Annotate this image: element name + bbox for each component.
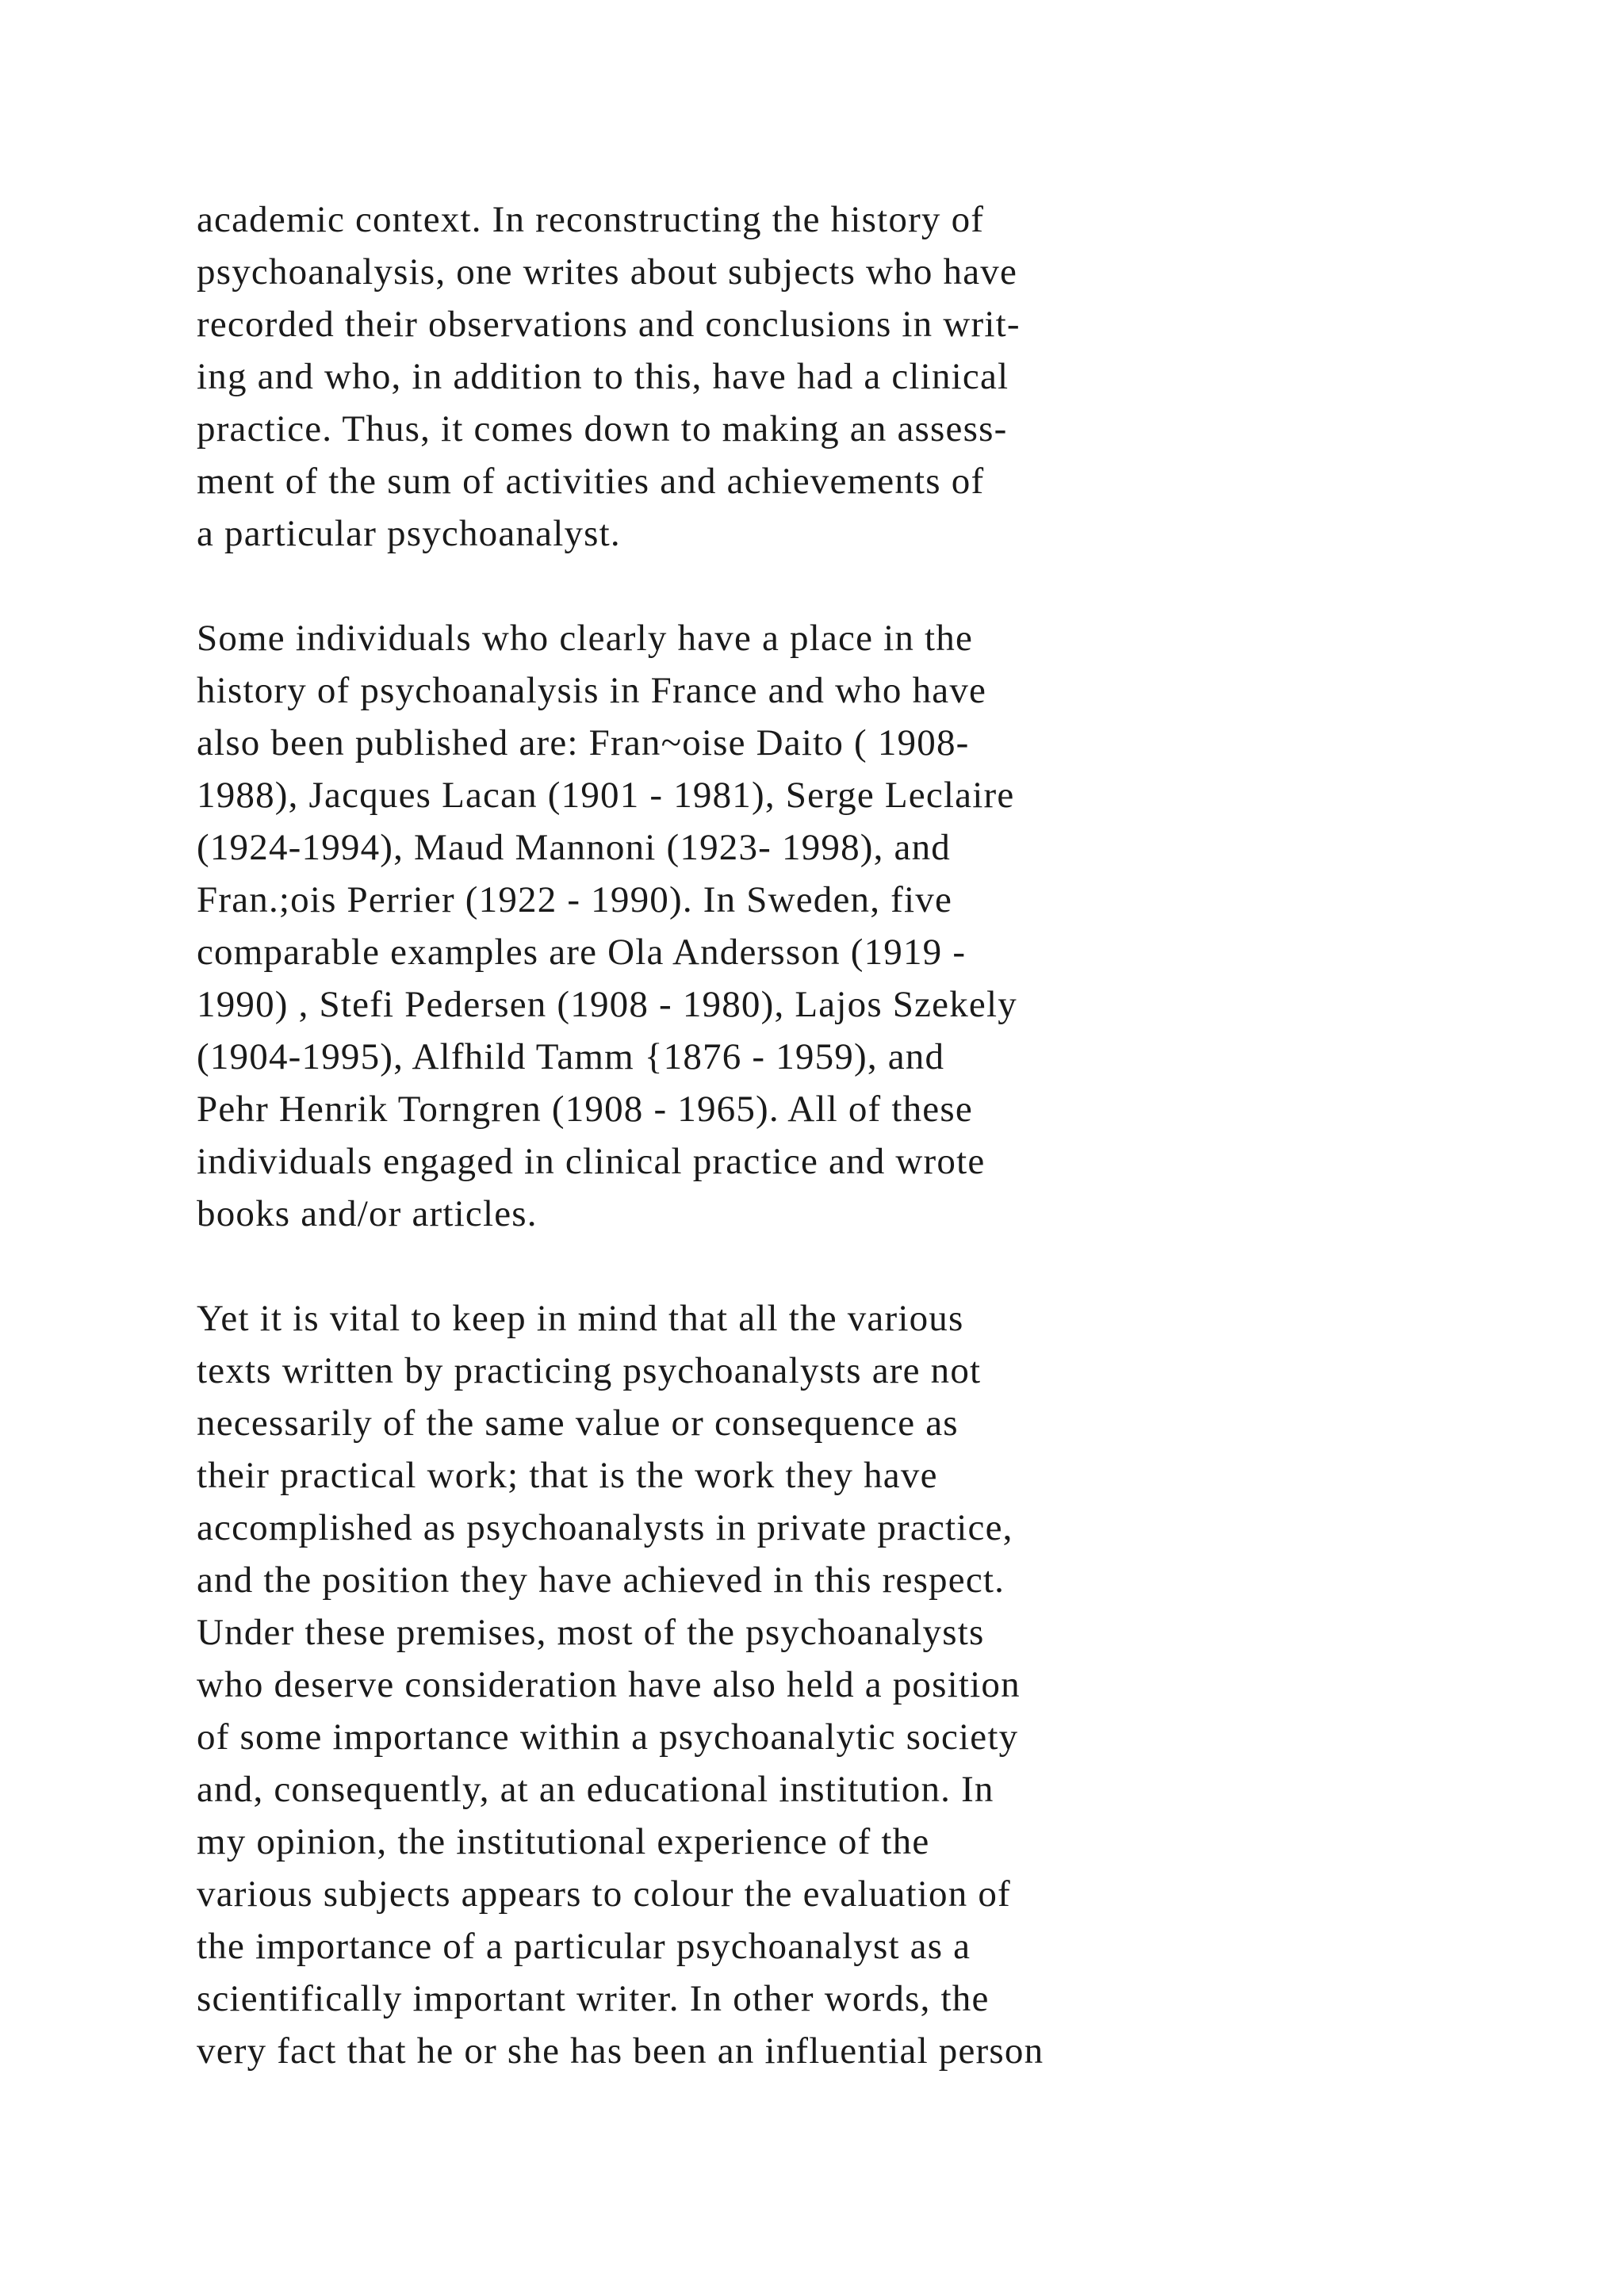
- text-line: Pehr Henrik Torngren (1908 - 1965). All of these: [197, 1089, 973, 1130]
- paragraph-2: [197, 612, 1545, 1240]
- text-line: psychoanalysis, one writes about subjects who have: [197, 251, 1018, 293]
- body-text: [197, 193, 1545, 2077]
- text-line: (1904-1995), Alfhild Tamm {1876 - 1959), and: [197, 1036, 945, 1077]
- text-line: my opinion, the institutional experience of the: [197, 1821, 930, 1862]
- text-line: Under these premises, most of the psychoanalysts: [197, 1612, 985, 1653]
- text-line: a particular psychoanalyst.: [197, 513, 621, 554]
- text-line: texts written by practicing psychoanalysts are not: [197, 1350, 982, 1391]
- text-line: ing and who, in addition to this, have had a clinical: [197, 356, 1009, 397]
- paragraph-3: [197, 1292, 1545, 2077]
- text-line: their practical work; that is the work they have: [197, 1455, 938, 1496]
- text-line: practice. Thus, it comes down to making an assess-: [197, 408, 1008, 450]
- text-line: history of psychoanalysis in France and who have: [197, 670, 987, 711]
- text-line: and the position they have achieved in this respect.: [197, 1559, 1005, 1601]
- text-line: accomplished as psychoanalysts in private practice,: [197, 1507, 1013, 1548]
- text-line: various subjects appears to colour the evaluation of: [197, 1873, 1011, 1915]
- text-line: individuals engaged in clinical practice and wrote: [197, 1141, 986, 1182]
- text-line: academic context. In reconstructing the history of: [197, 199, 985, 240]
- paragraph-gap: [197, 1240, 1545, 1292]
- text-line: books and/or articles.: [197, 1193, 538, 1234]
- text-line: 1988), Jacques Lacan (1901 - 1981), Serge Leclaire: [197, 775, 1015, 816]
- text-line: also been published are: Fran~oise Daito ( 1908-: [197, 722, 970, 763]
- text-line: who deserve consideration have also held a position: [197, 1664, 1021, 1705]
- paragraph-1: [197, 193, 1545, 560]
- text-line: recorded their observations and conclusions in writ-: [197, 304, 1021, 345]
- text-line: scientifically important writer. In other words, the: [197, 1978, 990, 2019]
- text-line: 1990) , Stefi Pedersen (1908 - 1980), Lajos Szekely: [197, 984, 1017, 1025]
- text-line: necessarily of the same value or consequence as: [197, 1402, 959, 1444]
- text-line: Some individuals who clearly have a place in the: [197, 618, 974, 659]
- text-line: and, consequently, at an educational institution. In: [197, 1769, 994, 1810]
- text-line: of some importance within a psychoanalytic society: [197, 1716, 1019, 1758]
- text-line: ment of the sum of activities and achievements of: [197, 461, 985, 502]
- text-line: Fran.;ois Perrier (1922 - 1990). In Sweden, five: [197, 879, 953, 920]
- paragraph-gap: [197, 560, 1545, 612]
- text-line: very fact that he or she has been an influential person: [197, 2030, 1044, 2072]
- text-line: (1924-1994), Maud Mannoni (1923- 1998), and: [197, 827, 951, 868]
- text-line: comparable examples are Ola Andersson (1919 -: [197, 932, 967, 973]
- text-line: Yet it is vital to keep in mind that all the various: [197, 1298, 964, 1339]
- text-line: the importance of a particular psychoanalyst as a: [197, 1926, 971, 1967]
